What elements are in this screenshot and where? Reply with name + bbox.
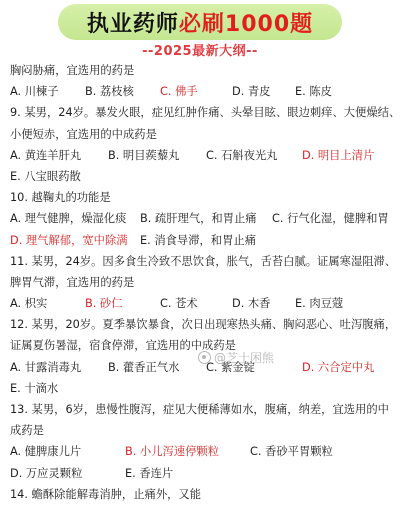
- text-line: [10, 166, 394, 187]
- question-text: 13. 某男，6岁，患慢性腹泻，症见大便稀薄如水，腹痛，纳差，宜选用的中: [10, 403, 389, 416]
- correct-answer-option: B. 砂仁: [85, 297, 123, 311]
- answer-option: D. 木香: [232, 297, 271, 311]
- answer-option: E. 肉豆蔻: [295, 297, 344, 311]
- option-row: [10, 293, 394, 314]
- question-text: 胸闷胁痛，宜选用的药是: [10, 64, 135, 77]
- correct-answer-option: D. 明目上清片: [302, 148, 375, 162]
- option-row: [10, 145, 394, 166]
- question-text: E. 八宝眼药散: [10, 169, 81, 183]
- text-line: [10, 187, 394, 208]
- answer-option: B. 荔枝核: [85, 85, 134, 99]
- option-row: [10, 463, 394, 484]
- answer-option: B. 藿香正气水: [108, 360, 180, 374]
- answer-option: E. 消食导滞，和胃止痛: [140, 233, 256, 247]
- question-text: 9. 某男，24岁。暴发火眼，症见红肿作痛、头晕目眩、眼边刺痒、大便燥结、: [10, 106, 400, 120]
- answer-option: A. 枳实: [10, 297, 48, 311]
- answer-option: C. 苍术: [160, 297, 198, 311]
- question-text: 14. 蟾酥除能解毒消肿，止痛外，又能: [10, 487, 202, 501]
- question-text: 11. 某男，24岁。因多食生冷致不思饮食，胀气，舌苔白腻。证属寒湿阻滞、: [10, 254, 397, 268]
- question-text: 脾胃气滞，宜选用的药是: [10, 275, 135, 289]
- answer-option: D. 万应灵颗粒: [10, 466, 83, 480]
- answer-option: A. 理气健脾，燥湿化痰: [10, 212, 127, 226]
- answer-option: E. 陈皮: [295, 85, 332, 99]
- answer-option: A. 黄连羊肝丸: [10, 148, 82, 162]
- text-line: [10, 378, 394, 399]
- answer-option: C. 香砂平胃颗粒: [250, 445, 333, 459]
- option-row: [10, 208, 394, 229]
- watermark-text: @芝士困熊: [214, 351, 275, 365]
- correct-answer-option: D. 六合定中丸: [302, 360, 375, 374]
- text-line: [10, 399, 394, 420]
- text-line: [10, 60, 394, 81]
- question-text: 10. 越鞠丸的功能是: [10, 191, 111, 205]
- text-line: [10, 484, 394, 505]
- question-text: E. 十滴水: [10, 381, 59, 395]
- answer-option: B. 疏肝理气，和胃止痛: [140, 212, 257, 226]
- option-row: [10, 230, 394, 251]
- text-line: [10, 314, 397, 335]
- answer-option: E. 香连片: [125, 466, 174, 480]
- answer-option: A. 健脾康儿片: [10, 445, 82, 459]
- watermark: [198, 349, 274, 366]
- answer-option: A. 甘露消毒丸: [10, 360, 82, 374]
- option-row: [10, 81, 394, 102]
- question-text: 成药是: [10, 424, 44, 438]
- question-text: 证属夏伤暑湿，宿食停滞，宜选用的中成药是: [10, 339, 236, 353]
- text-line: [10, 272, 394, 293]
- text-line: [10, 420, 394, 441]
- answer-option: D. 青皮: [232, 85, 271, 99]
- correct-answer-option: B. 小儿泻速停颗粒: [125, 445, 220, 459]
- title-part-1: 执业药师: [86, 11, 179, 37]
- text-line: [10, 102, 400, 123]
- correct-answer-option: C. 佛手: [160, 85, 198, 99]
- title-part-2: 必刷1000题: [178, 11, 314, 37]
- text-line: [10, 251, 397, 272]
- question-text: 12. 某男，20岁。夏季暴饮暴食，次日出现寒热头痛、胸闷恶心、吐泻腹痛，: [10, 318, 397, 332]
- question-list: [10, 60, 400, 505]
- watermark-logo-icon: [198, 351, 211, 364]
- option-row: [10, 441, 394, 462]
- correct-answer-option: D. 理气解郁，宽中除满: [10, 233, 128, 247]
- question-text: 小便短赤，宜选用的中成药是: [10, 127, 157, 141]
- text-line: [10, 124, 394, 145]
- answer-option: A. 川楝子: [10, 85, 59, 99]
- answer-option: C. 行气化湿，健脾和胃: [272, 212, 389, 226]
- answer-option: C. 石斛夜光丸: [206, 148, 278, 162]
- subtitle: --2025最新大纲--: [142, 44, 258, 59]
- answer-option: B. 明目蒺藜丸: [108, 148, 180, 162]
- title-banner: [58, 4, 342, 40]
- answer-option: C. 紫金锭: [206, 360, 255, 374]
